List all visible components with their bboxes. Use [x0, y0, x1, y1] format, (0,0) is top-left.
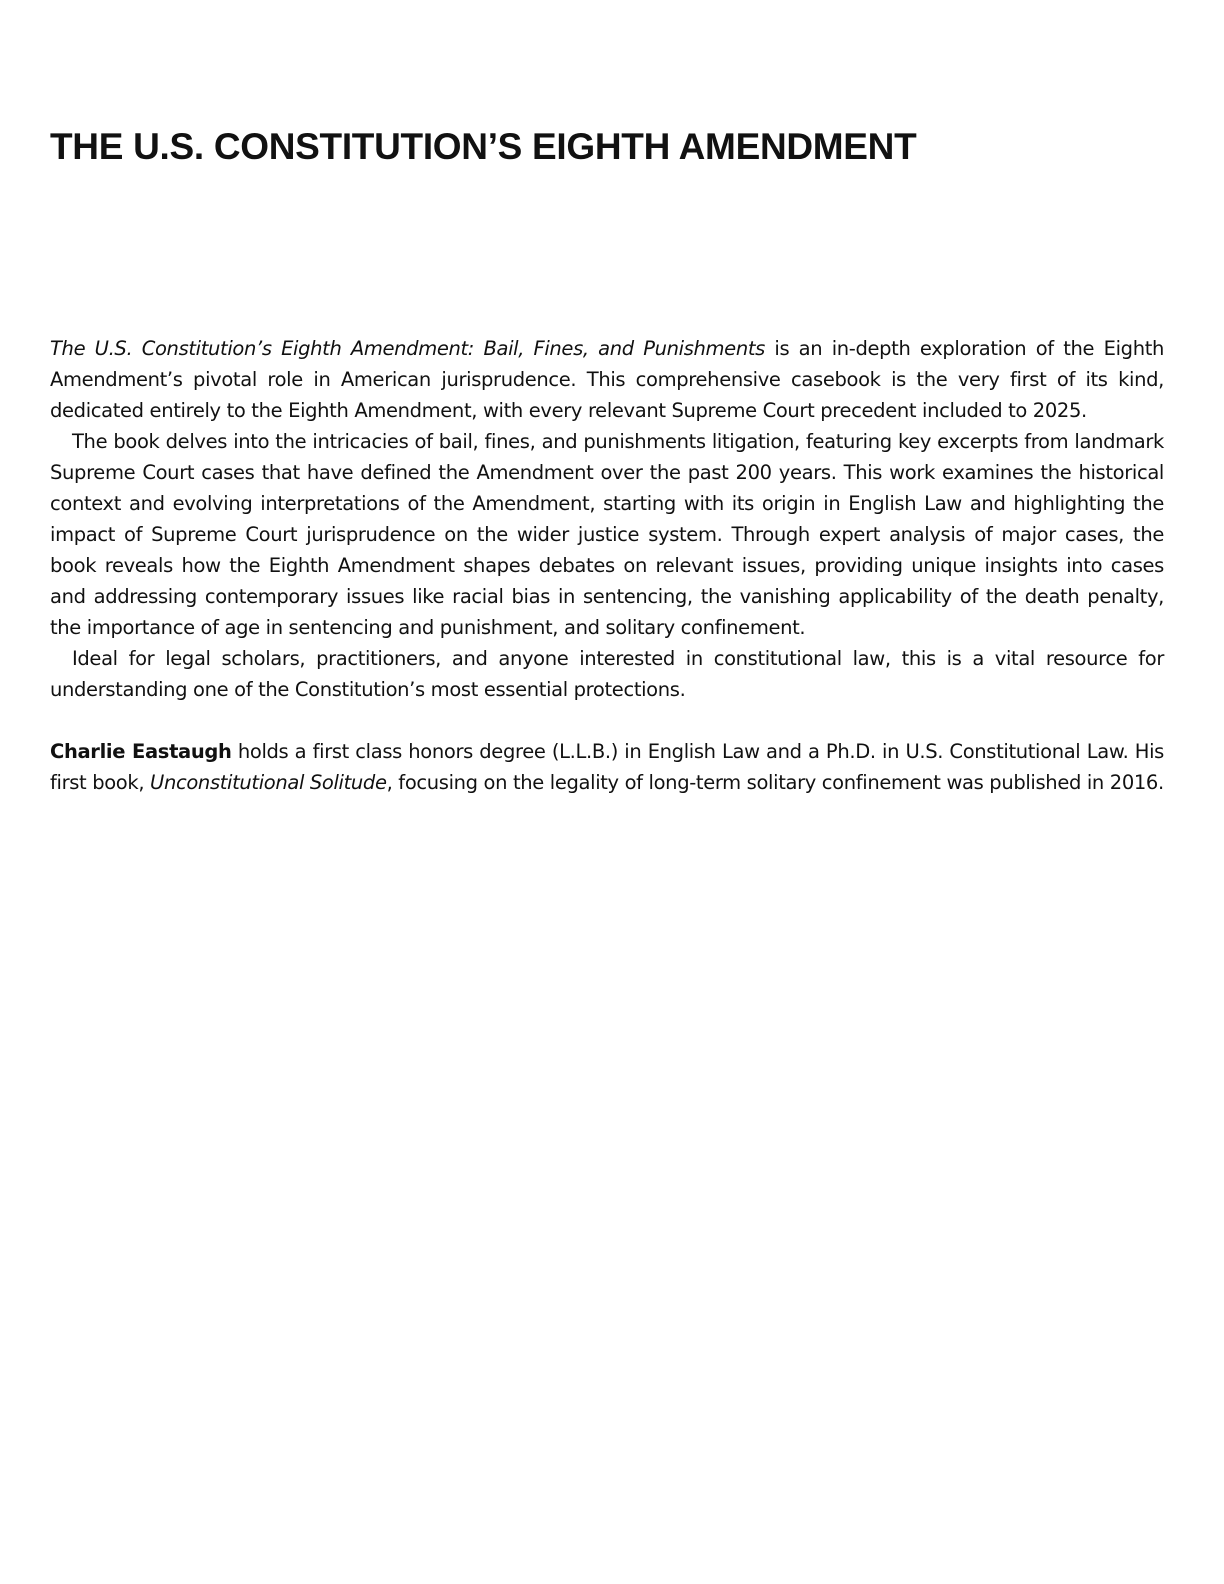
author-bio-paragraph — [50, 736, 1164, 798]
intro-paragraph-text: is an in-depth exploration of the Eighth Amendment’s pivotal role in American jurisprudence. This comprehensive casebook is the very first of its kind, dedicated entirely to the Eighth Amendment, with every relevant Supreme Court precedent included to 2025. — [50, 337, 1165, 422]
page-title: THE U.S. CONSTITUTION’S EIGHTH AMENDMENT — [50, 126, 917, 167]
author-name: Charlie Eastaugh — [50, 740, 232, 763]
author-previous-book-title: Unconstitutional Solitude — [150, 771, 387, 794]
author-bio-text-1: holds a first class honors degree (L.L.B.) in English Law and a Ph.D. in U.S. Constitutional Law. His first book, — [50, 740, 1164, 794]
author-bio-text-2: , focusing on the legality of long-term solitary confinement was published in 2016. — [386, 771, 1164, 794]
description-paragraph: The book delves into the intricacies of bail, fines, and punishments litigation, featuring key excerpts from landmark Supreme Court cases that have defined the Amendment over the past 200 years. This work examines the historical context and evolving interpretations of the Amendment, starting with its origin in English Law and highlighting the impact of Supreme Court jurisprudence on the wider justice system. Through expert analysis of major cases, the book reveals how the Eighth Amendment shapes debates on relevant issues, providing unique insights into cases and addressing contemporary issues like racial bias in sentencing, the vanishing applicability of the death penalty, the importance of age in sentencing and punishment, and solitary confinement. — [50, 430, 1164, 639]
audience-paragraph: Ideal for legal scholars, practitioners, and anyone interested in constitutional law, this is a vital resource for understanding one of the Constitution’s most essential protections. — [50, 647, 1164, 701]
intro-paragraph — [50, 333, 1164, 426]
body-text — [50, 333, 1164, 798]
book-title-italic: The U.S. Constitution’s Eighth Amendment: Bail, Fines, and Punishments — [50, 337, 765, 360]
document-page — [50, 0, 1164, 1584]
